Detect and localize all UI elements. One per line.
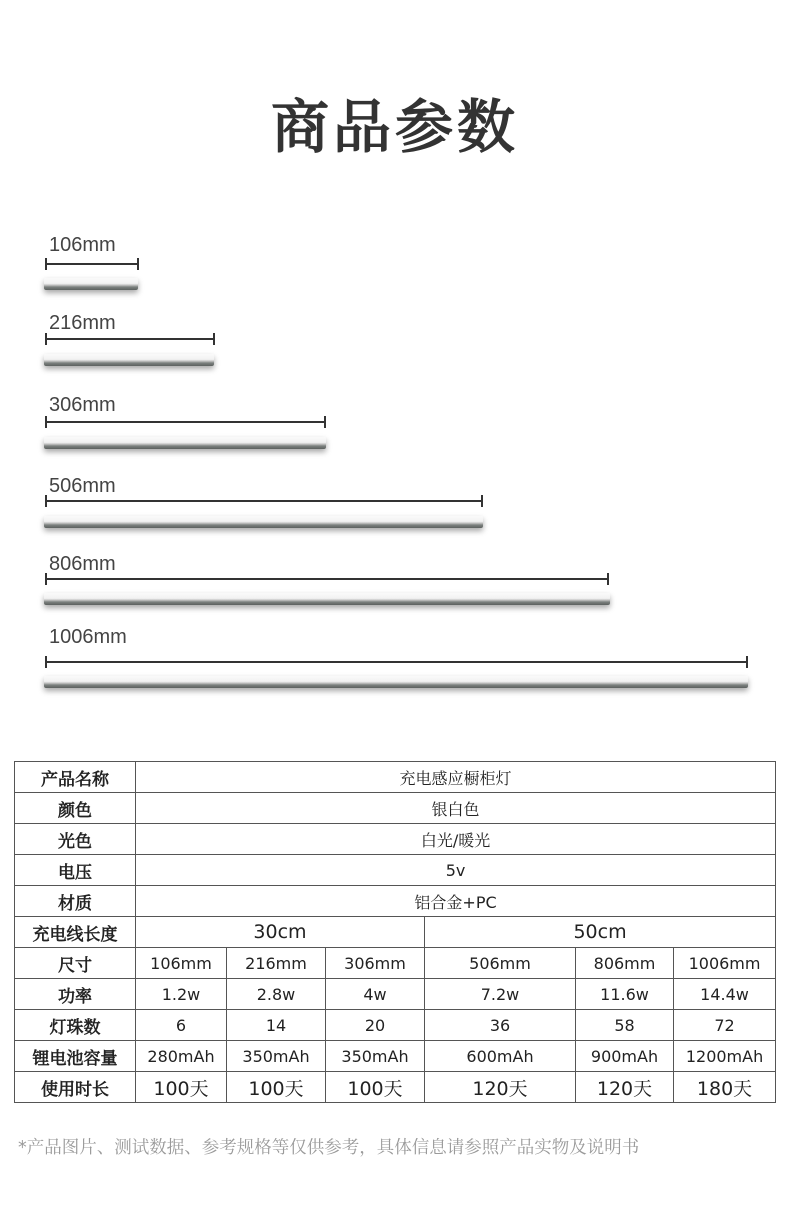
table-row [15, 917, 776, 948]
size-label: 106mm [49, 234, 116, 256]
row-label-product-name: 产品名称 [15, 762, 136, 793]
table-cell: 4w [326, 979, 425, 1010]
table-cell: 806mm [576, 948, 674, 979]
table-row [15, 948, 776, 979]
row-label-cable: 充电线长度 [15, 917, 136, 948]
table-cell: 306mm [326, 948, 425, 979]
dimension-line [45, 578, 609, 580]
table-cell: 58 [576, 1010, 674, 1041]
color-value: 银白色 [136, 793, 776, 824]
table-cell: 14.4w [674, 979, 776, 1010]
size-label: 1006mm [49, 626, 127, 648]
size-label: 806mm [49, 553, 116, 575]
row-label-size: 尺寸 [15, 948, 136, 979]
table-cell: 100天 [227, 1072, 326, 1103]
table-row [15, 1010, 776, 1041]
table-cell: 72 [674, 1010, 776, 1041]
table-cell: 2.8w [227, 979, 326, 1010]
table-cell: 280mAh [136, 1041, 227, 1072]
table-cell: 600mAh [425, 1041, 576, 1072]
row-label-material: 材质 [15, 886, 136, 917]
table-row [15, 824, 776, 855]
cable-value-30: 30cm [136, 917, 425, 948]
size-item-106 [0, 232, 790, 312]
table-cell: 6 [136, 1010, 227, 1041]
table-row [15, 886, 776, 917]
table-cell: 106mm [136, 948, 227, 979]
dimension-line [45, 500, 483, 502]
table-cell: 11.6w [576, 979, 674, 1010]
table-cell: 120天 [425, 1072, 576, 1103]
table-cell: 36 [425, 1010, 576, 1041]
size-item-306 [0, 392, 790, 472]
table-row [15, 855, 776, 886]
table-row [15, 793, 776, 824]
lamp-bar-image [44, 437, 326, 449]
table-cell: 180天 [674, 1072, 776, 1103]
dimension-line [45, 338, 215, 340]
page-title: 商品参数 [270, 93, 519, 161]
row-label-power: 功率 [15, 979, 136, 1010]
row-label-beads: 灯珠数 [15, 1010, 136, 1041]
lamp-bar-image [44, 593, 610, 605]
product-name-value: 充电感应橱柜灯 [136, 762, 776, 793]
lamp-bar-image [44, 278, 138, 290]
size-item-1006 [0, 624, 790, 704]
table-cell: 14 [227, 1010, 326, 1041]
lamp-bar-image [44, 516, 483, 528]
table-row [15, 1072, 776, 1103]
light-color-value: 白光/暖光 [136, 824, 776, 855]
table-cell: 1200mAh [674, 1041, 776, 1072]
row-label-color: 颜色 [15, 793, 136, 824]
material-value: 铝合金+PC [136, 886, 776, 917]
cable-value-50: 50cm [425, 917, 776, 948]
row-label-voltage: 电压 [15, 855, 136, 886]
dimension-line [45, 661, 748, 663]
spec-table [14, 761, 776, 1103]
table-row [15, 1041, 776, 1072]
table-cell: 100天 [326, 1072, 425, 1103]
voltage-value: 5v [136, 855, 776, 886]
row-label-battery: 锂电池容量 [15, 1041, 136, 1072]
size-item-806 [0, 551, 790, 631]
size-label: 306mm [49, 394, 116, 416]
lamp-bar-image [44, 354, 214, 366]
size-label: 506mm [49, 475, 116, 497]
size-item-506 [0, 473, 790, 553]
table-cell: 350mAh [227, 1041, 326, 1072]
table-cell: 350mAh [326, 1041, 425, 1072]
lamp-bar-image [44, 676, 748, 688]
size-item-216 [0, 310, 790, 390]
table-cell: 7.2w [425, 979, 576, 1010]
table-row [15, 762, 776, 793]
table-cell: 900mAh [576, 1041, 674, 1072]
row-label-runtime: 使用时长 [15, 1072, 136, 1103]
table-cell: 1.2w [136, 979, 227, 1010]
row-label-light-color: 光色 [15, 824, 136, 855]
table-cell: 120天 [576, 1072, 674, 1103]
table-cell: 20 [326, 1010, 425, 1041]
disclaimer-footnote: *产品图片、测试数据、参考规格等仅供参考，具体信息请参照产品实物及说明书 [18, 1138, 640, 1158]
table-cell: 100天 [136, 1072, 227, 1103]
table-cell: 216mm [227, 948, 326, 979]
table-cell: 506mm [425, 948, 576, 979]
dimension-line [45, 421, 326, 423]
table-cell: 1006mm [674, 948, 776, 979]
dimension-line [45, 263, 139, 265]
table-row [15, 979, 776, 1010]
size-label: 216mm [49, 312, 116, 334]
